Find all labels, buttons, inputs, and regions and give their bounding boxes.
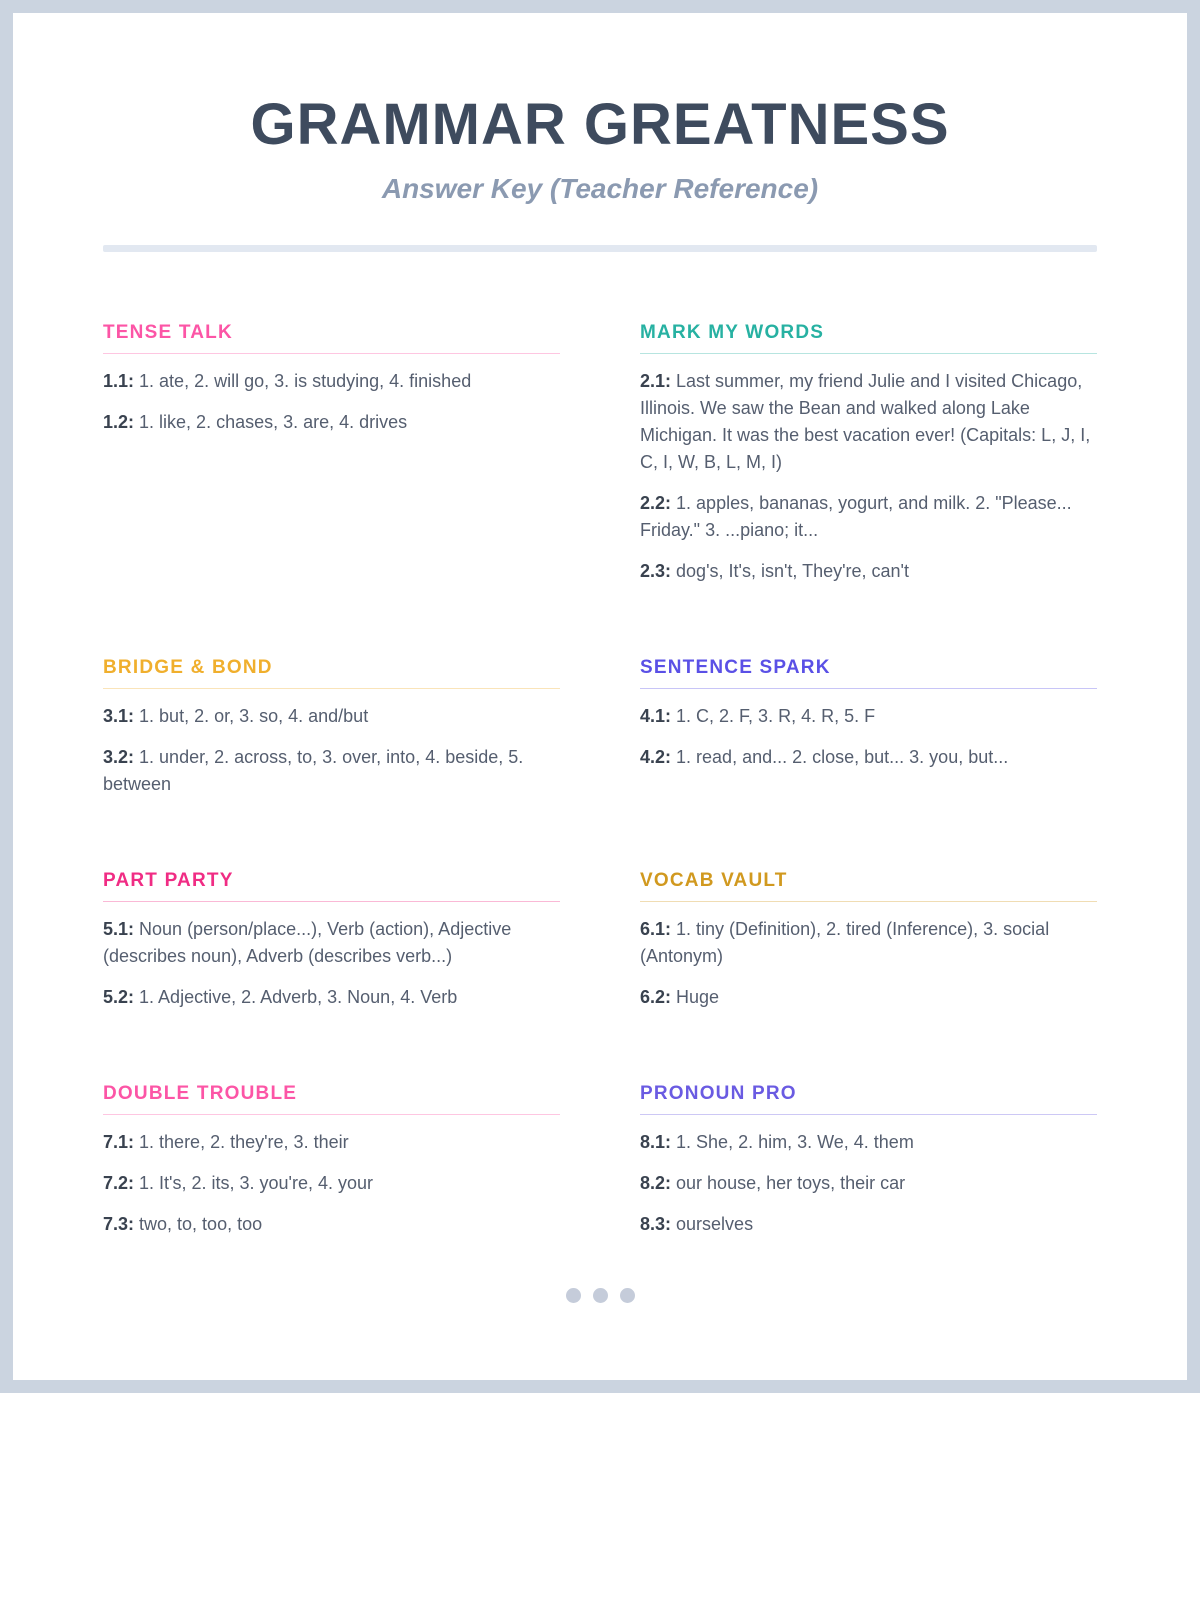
answer-item-text: 1. under, 2. across, to, 3. over, into, 4. beside, 5. between <box>103 747 524 794</box>
answer-section-part-party <box>103 870 560 1011</box>
answer-item-label: 8.3: <box>640 1214 672 1234</box>
answer-item-text: 1. apples, bananas, yogurt, and milk. 2. "Please... Friday." 3. ...piano; it... <box>640 493 1072 540</box>
section-items <box>640 703 1097 771</box>
pager-dots <box>103 1288 1097 1303</box>
answer-section-vocab-vault <box>640 870 1097 1011</box>
section-title: DOUBLE TROUBLE <box>103 1083 560 1115</box>
section-items <box>103 703 560 798</box>
section-title: PART PARTY <box>103 870 560 902</box>
answer-item <box>103 744 560 798</box>
answer-item-text: Noun (person/place...), Verb (action), Adjective (describes noun), Adverb (describes verb...) <box>103 919 512 966</box>
answer-item-text: Huge <box>671 987 720 1007</box>
answer-item-text: our house, her toys, their car <box>671 1173 906 1193</box>
answer-item <box>103 368 560 395</box>
answer-item-text: 1. She, 2. him, 3. We, 4. them <box>671 1132 914 1152</box>
answer-item-text: 1. read, and... 2. close, but... 3. you, but... <box>671 747 1009 767</box>
answer-item-label: 7.1: <box>103 1132 135 1152</box>
answer-item-text: 1. tiny (Definition), 2. tired (Inference), 3. social (Antonym) <box>640 919 1050 966</box>
answer-item-text: 1. It's, 2. its, 3. you're, 4. your <box>134 1173 374 1193</box>
answer-item-label: 6.1: <box>640 919 672 939</box>
sections-grid <box>103 322 1097 1238</box>
answer-section-double-trouble <box>103 1083 560 1238</box>
answer-item-text: dog's, It's, isn't, They're, can't <box>671 561 909 581</box>
answer-item-text: two, to, too, too <box>134 1214 263 1234</box>
pager-dot <box>593 1288 608 1303</box>
answer-item-text: 1. there, 2. they're, 3. their <box>134 1132 349 1152</box>
section-title: SENTENCE SPARK <box>640 657 1097 689</box>
answer-item-label: 2.2: <box>640 493 672 513</box>
section-items <box>640 368 1097 585</box>
answer-item-label: 5.1: <box>103 919 135 939</box>
section-title: VOCAB VAULT <box>640 870 1097 902</box>
answer-item-label: 3.1: <box>103 706 135 726</box>
answer-item-text: 1. C, 2. F, 3. R, 4. R, 5. F <box>671 706 876 726</box>
answer-item-label: 4.1: <box>640 706 672 726</box>
section-items <box>640 916 1097 1011</box>
answer-item-label: 3.2: <box>103 747 135 767</box>
answer-item-text: Last summer, my friend Julie and I visited Chicago, Illinois. We saw the Bean and walked along Lake Michigan. It was the best vacation ever! (Capitals: L, J, I, C, I, W, B, L, M, I) <box>640 371 1091 472</box>
answer-item-label: 4.2: <box>640 747 672 767</box>
answer-item-text: 1. ate, 2. will go, 3. is studying, 4. finished <box>134 371 472 391</box>
section-title: PRONOUN PRO <box>640 1083 1097 1115</box>
section-items <box>640 1129 1097 1238</box>
answer-item <box>640 1211 1097 1238</box>
worksheet-card <box>13 13 1187 1380</box>
answer-item <box>640 916 1097 970</box>
answer-section-tense-talk <box>103 322 560 585</box>
answer-item <box>103 984 560 1011</box>
answer-item <box>640 490 1097 544</box>
title-divider <box>103 245 1097 252</box>
answer-section-pronoun-pro <box>640 1083 1097 1238</box>
answer-item <box>640 558 1097 585</box>
page-title: GRAMMAR GREATNESS <box>250 92 950 157</box>
answer-item <box>640 744 1097 771</box>
answer-item-text: 1. but, 2. or, 3. so, 4. and/but <box>134 706 369 726</box>
answer-item-label: 5.2: <box>103 987 135 1007</box>
answer-item-label: 7.2: <box>103 1173 135 1193</box>
page-subtitle: Answer Key (Teacher Reference) <box>381 173 819 204</box>
answer-item-label: 2.1: <box>640 371 672 391</box>
section-title: TENSE TALK <box>103 322 560 354</box>
section-items <box>103 916 560 1011</box>
answer-item-label: 2.3: <box>640 561 672 581</box>
section-items <box>103 368 560 436</box>
answer-item <box>103 703 560 730</box>
answer-item-label: 8.1: <box>640 1132 672 1152</box>
section-title: BRIDGE & BOND <box>103 657 560 689</box>
answer-item <box>103 1211 560 1238</box>
answer-item <box>103 916 560 970</box>
answer-item <box>103 409 560 436</box>
answer-item-label: 6.2: <box>640 987 672 1007</box>
pager-dot <box>620 1288 635 1303</box>
answer-item <box>103 1170 560 1197</box>
answer-item-label: 1.1: <box>103 371 135 391</box>
section-title: MARK MY WORDS <box>640 322 1097 354</box>
answer-item-text: 1. Adjective, 2. Adverb, 3. Noun, 4. Verb <box>134 987 458 1007</box>
pager-dot <box>566 1288 581 1303</box>
section-items <box>103 1129 560 1238</box>
answer-item <box>640 1170 1097 1197</box>
answer-section-sentence-spark <box>640 657 1097 798</box>
answer-item <box>640 984 1097 1011</box>
answer-item-label: 8.2: <box>640 1173 672 1193</box>
answer-item-text: ourselves <box>671 1214 754 1234</box>
answer-item <box>640 368 1097 476</box>
answer-section-mark-my-words <box>640 322 1097 585</box>
answer-item <box>103 1129 560 1156</box>
answer-item <box>640 1129 1097 1156</box>
answer-item-label: 7.3: <box>103 1214 135 1234</box>
answer-item-text: 1. like, 2. chases, 3. are, 4. drives <box>134 412 408 432</box>
answer-item-label: 1.2: <box>103 412 135 432</box>
answer-section-bridge-bond <box>103 657 560 798</box>
answer-item <box>640 703 1097 730</box>
